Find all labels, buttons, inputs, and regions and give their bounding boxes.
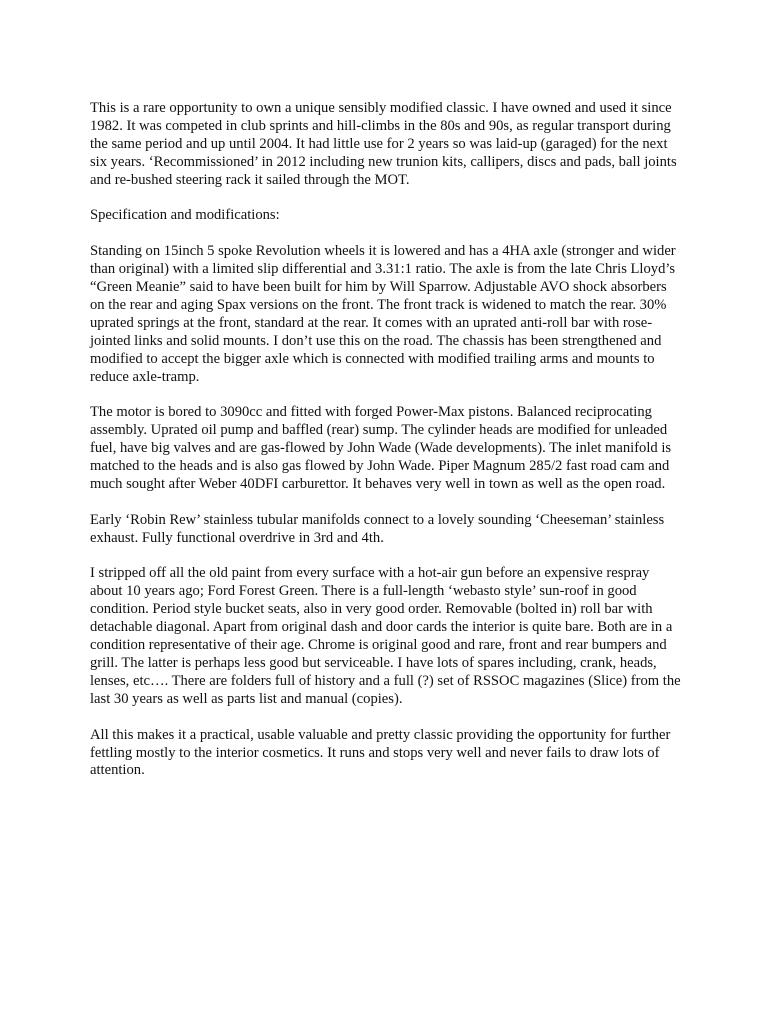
paragraph-exhaust: Early ‘Robin Rew’ stainless tubular manifolds connect to a lovely sounding ‘Cheeseman’ stainless exhaust. Fully functional overdrive in 3rd and 4th.	[90, 511, 665, 546]
paragraph-body-interior: I stripped off all the old paint from every surface with a hot-air gun before an expensive respray about 10 years ago; Ford Forest Green. There is a full-length ‘webasto style’ sun-roof in good condition. Period style bucket seats, also in very good order. Removable (bolted in) roll bar with detachable diagonal. Apart from original dash and door cards the interior is quite bare. Both are in a condition representative of their age. Chrome is original good and rare, front and rear bumpers and grill. The latter is perhaps less good but serviceable. I have lots of spares including, crank, heads, lenses, etc…. There are folders full of history and a full (?) set of RSSOC magazines (Slice) from the last 30 years as well as parts list and manual (copies).	[90, 565, 681, 707]
paragraph-engine: The motor is bored to 3090cc and fitted with forged Power-Max pistons. Balanced reciprocating assembly. Uprated oil pump and baffled (rear) sump. The cylinder heads are modified for unleaded fuel, have big valves and are gas-flowed by John Wade (Wade developments). The inlet manifold is matched to the heads and is also gas flowed by John Wade. Piper Magnum 285/2 fast road cam and much sought after Weber 40DFI carburettor. It behaves very well in town as well as the open road.	[90, 404, 672, 492]
paragraph-spec-heading: Specification and modifications:	[90, 207, 280, 224]
paragraph-intro: This is a rare opportunity to own a unique sensibly modified classic. I have owned and used it since 1982. It was competed in club sprints and hill-climbs in the 80s and 90s, as regular transport during the same period and up until 2004. It had little use for 2 years so was laid-up (garaged) for the next six years. ‘Recommissioned’ in 2012 including new trunion kits, callipers, discs and pads, ball joints and re-bushed steering rack it sailed through the MOT.	[90, 100, 677, 188]
paragraph-suspension: Standing on 15inch 5 spoke Revolution wheels it is lowered and has a 4HA axle (stronger and wider than original) with a limited slip differential and 3.31:1 ratio. The axle is from the late Chris Lloyd’s “Green Meanie” said to have been built for him by Will Sparrow. Adjustable AVO shock absorbers on the rear and aging Spax versions on the front. The front track is widened to match the rear. 30% uprated springs at the front, standard at the rear. It comes with an uprated anti-roll bar with rose-jointed links and solid mounts. I don’t use this on the road. The chassis has been strengthened and modified to accept the bigger axle which is connected with modified trailing arms and mounts to reduce axle-tramp.	[90, 243, 676, 385]
paragraph-summary: All this makes it a practical, usable valuable and pretty classic providing the opportunity for further fettling mostly to the interior cosmetics. It runs and stops very well and never fails to draw lots of attention.	[90, 726, 671, 779]
document-body	[90, 100, 682, 798]
